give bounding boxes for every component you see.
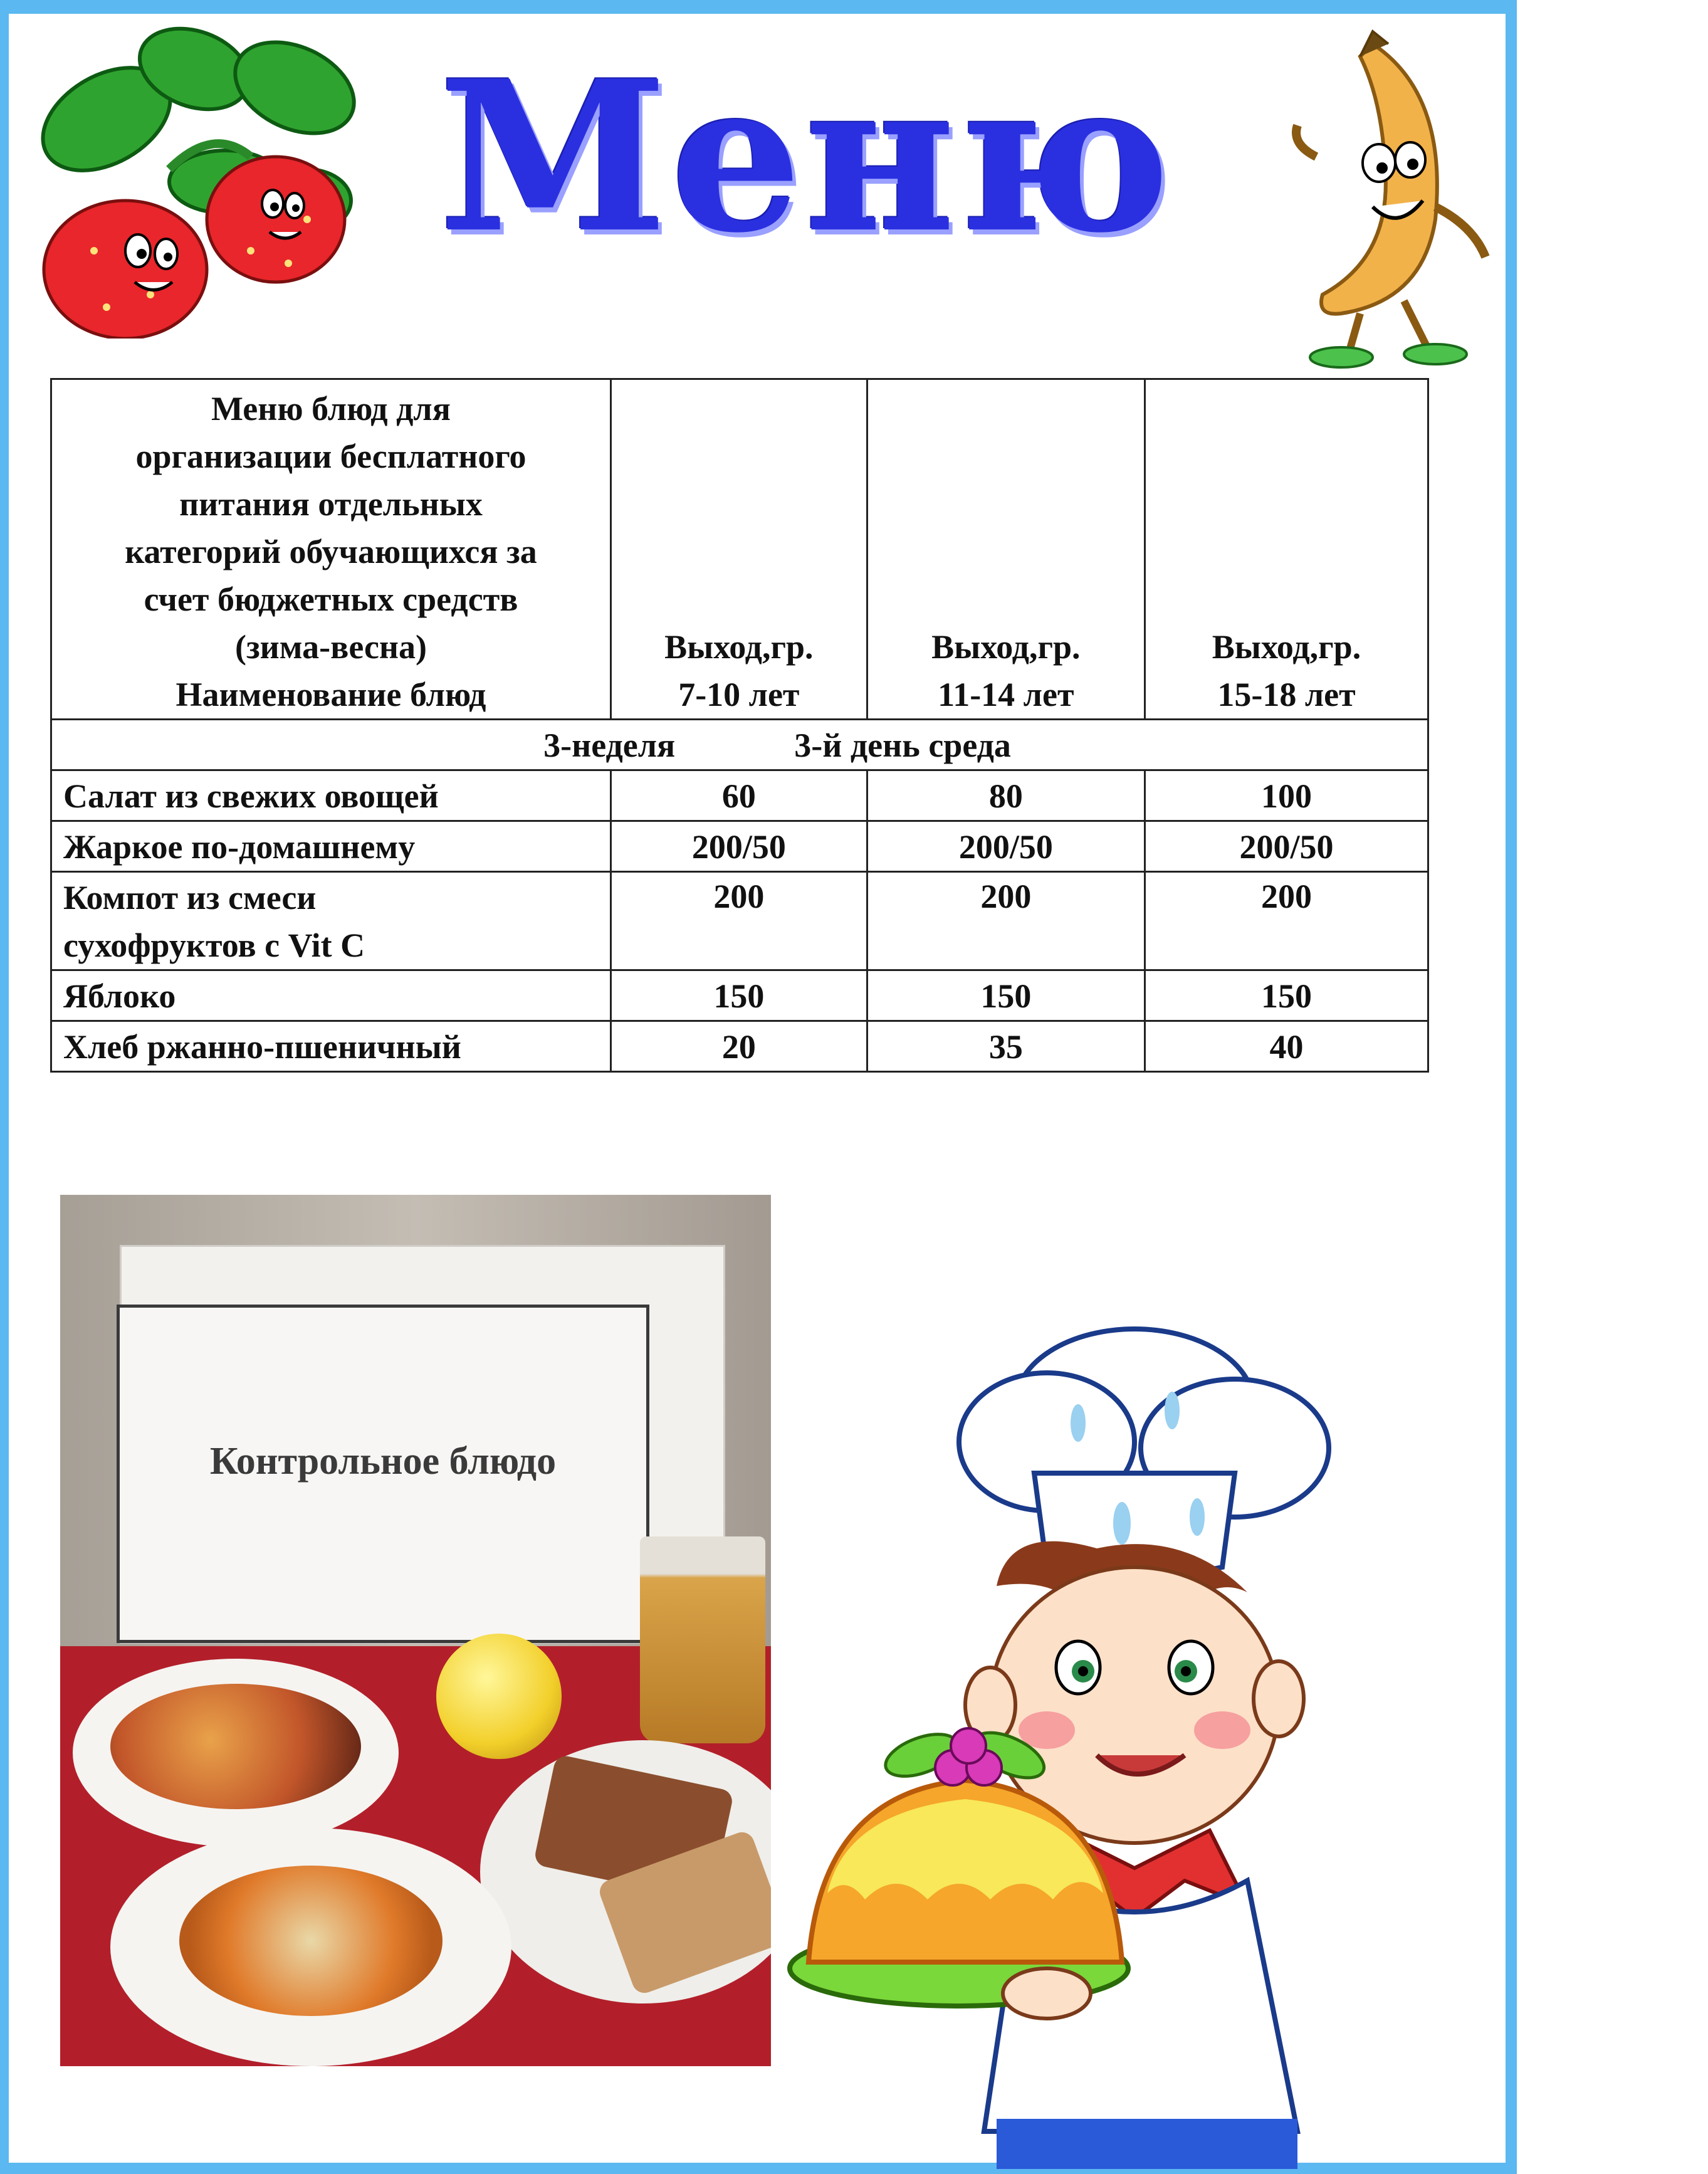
right-margin [1517,0,1708,2174]
day-label: 3-й день среда [794,727,1011,764]
apple [436,1634,562,1759]
portion-11-14: 80 [867,770,1145,821]
header-line: 15-18 лет [1217,676,1356,713]
dish-name-line: сухофруктов с Vit C [63,927,365,964]
portion-7-10: 200 [611,872,867,970]
header-line: Меню блюд для [211,390,451,428]
table-header-row [51,379,1428,720]
header-line: категорий обучающихся за [125,533,537,570]
table-row [51,1021,1428,1072]
salad-plate [110,1828,511,2066]
header-age-11-14 [867,379,1145,720]
header-line: счет бюджетных средств [144,580,518,618]
compote-glass [640,1536,765,1743]
header-age-7-10 [611,379,867,720]
portion-7-10: 150 [611,970,867,1021]
portion-15-18: 100 [1145,770,1428,821]
chef-cartoon-icon [783,1316,1498,2169]
week-label: 3-неделя [543,727,676,764]
portion-15-18: 40 [1145,1021,1428,1072]
table-row [51,770,1428,821]
portion-15-18: 200 [1145,872,1428,970]
strawberry-cartoon-icon [25,13,364,339]
portion-11-14: 200/50 [867,821,1145,872]
header-line: Выход,гр. [931,628,1081,666]
header-line: (зима-весна) [234,628,427,666]
header-line: Выход,гр. [1212,628,1361,666]
week-day-row [51,720,1428,770]
header-line: питания отдельных [179,485,483,523]
dish-name: Хлеб ржанно-пшеничный [51,1021,611,1072]
header-line: Выход,гр. [664,628,814,666]
portion-15-18: 150 [1145,970,1428,1021]
control-dish-photo [60,1195,771,2066]
header-age-15-18 [1145,379,1428,720]
portion-7-10: 200/50 [611,821,867,872]
photo-caption: Контрольное блюдо [209,1440,557,1483]
stew-bowl [73,1659,399,1847]
header-dish-name [51,379,611,720]
header-line: организации бесплатного [135,438,527,475]
table-row [51,970,1428,1021]
dish-name: Жаркое по-домашнему [51,821,611,872]
dish-name [51,872,611,970]
portion-15-18: 200/50 [1145,821,1428,872]
header-line: 7-10 лет [678,676,800,713]
portion-7-10: 20 [611,1021,867,1072]
week-day-cell [51,720,1428,770]
portion-11-14: 200 [867,872,1145,970]
portion-11-14: 150 [867,970,1145,1021]
table-row [51,821,1428,872]
header-line: 11-14 лет [938,676,1074,713]
portion-7-10: 60 [611,770,867,821]
photo-sign [117,1305,649,1643]
header-line: Наименование блюд [176,676,486,713]
dish-name-line: Компот из смеси [63,879,317,916]
portion-11-14: 35 [867,1021,1145,1072]
dish-name: Яблоко [51,970,611,1021]
banana-cartoon-icon [1279,19,1504,370]
page-title: Меню [439,35,1173,278]
dish-name: Салат из свежих овощей [51,770,611,821]
table-row [51,872,1428,970]
menu-table [50,378,1429,1073]
